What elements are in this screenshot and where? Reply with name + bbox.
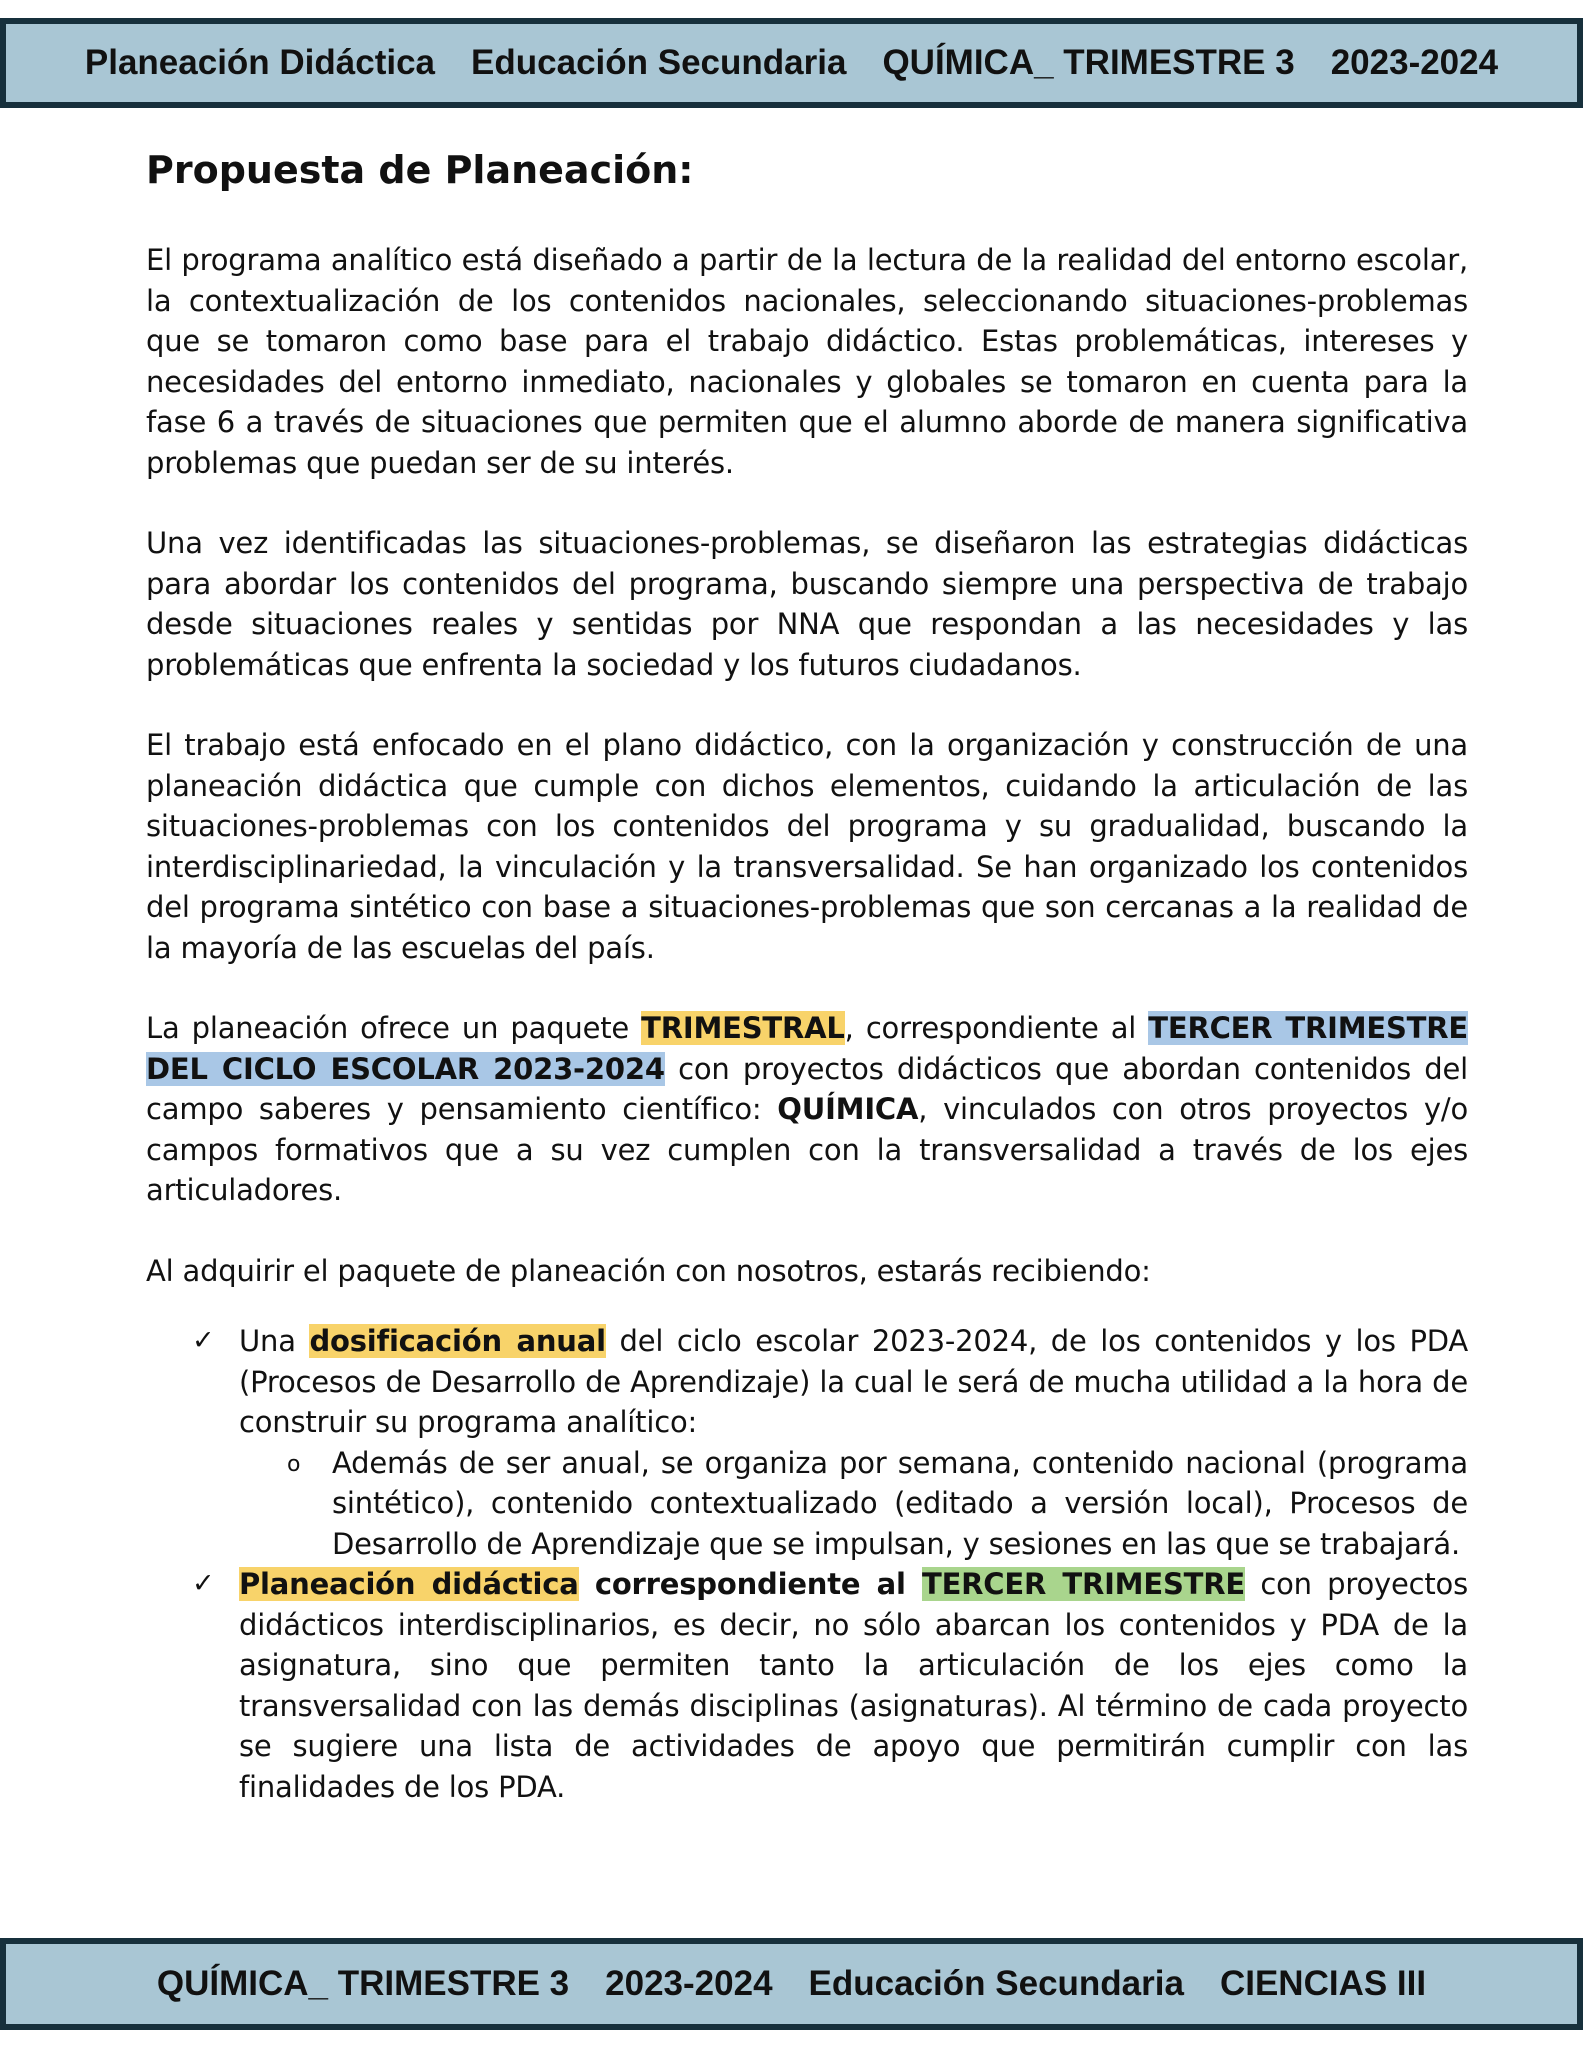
footer-year: 2023-2024 <box>605 1964 773 2003</box>
list-item <box>146 1321 1468 1564</box>
item-1-text-2: del ciclo escolar 2023-2024, de los contenidos y los PDA (Procesos de Desarrollo de Aprendizaje) la cual le será de mucha utilidad a la hora de construir su programa analítico: <box>239 1324 1468 1439</box>
footer-course: CIENCIAS III <box>1219 1964 1427 2003</box>
header-subject: QUÍMICA_ TRIMESTRE 3 <box>882 43 1295 82</box>
item-2-text: con proyectos didácticos interdisciplinarios, es decir, no sólo abarcan los contenidos y PDA de la asignatura, sino que permiten tanto la articulación de los ejes como la transversalidad con las demás disciplinas (asignaturas). Al término de cada proyecto se sugiere una lista de actividades de apoyo que permitirán cumplir con las finalidades de los PDA. <box>239 1567 1468 1804</box>
item-2-bold-text: correspondiente al <box>578 1567 922 1601</box>
item-1-text-1: Una <box>239 1324 310 1358</box>
bold-quimica: QUÍMICA <box>777 1092 919 1126</box>
page-footer <box>0 1938 1583 2030</box>
highlight-tercer-trimestre: TERCER TRIMESTRE <box>921 1567 1245 1601</box>
checkmark-icon: ✓ <box>192 1568 215 1599</box>
paragraph-5: Al adquirir el paquete de planeación con nosotros, estarás recibiendo: <box>146 1253 1151 1288</box>
footer-level: Educación Secundaria <box>808 1964 1184 2003</box>
paragraph-4 <box>146 1008 1468 1211</box>
sub-list <box>239 1443 1468 1565</box>
paragraph-4-text-3: con proyectos didácticos que abordan contenidos del campo saberes y pensamiento científico: <box>146 1051 1468 1126</box>
paragraph-4-text-2: , correspondiente al <box>844 1011 1149 1045</box>
paragraph-4-text-1: La planeación ofrece un paquete <box>146 1011 642 1045</box>
benefits-list <box>146 1321 1468 1807</box>
highlight-trimestral: TRIMESTRAL <box>641 1011 845 1045</box>
sub-item-text: Además de ser anual, se organiza por semana, contenido nacional (programa sintético), contenido contextualizado (editado a versión local), Procesos de Desarrollo de Aprendizaje que se impulsan, y sesiones en las que se trabajará. <box>332 1445 1468 1561</box>
highlight-planeacion-didactica: Planeación didáctica <box>239 1567 579 1601</box>
header-title: Planeación Didáctica <box>84 43 436 82</box>
paragraph-3: El trabajo está enfocado en el plano didáctico, con la organización y construcción de una planeación didáctica que cumple con dichos elementos, cuidando la articulación de las situaciones-problemas con los contenidos del programa y su gradualidad, buscando la interdisciplinariedad, la vinculación y la transversalidad. Se han organizado los contenidos del programa sintético con base a situaciones-problemas que son cercanas a la realidad de la mayoría de las escuelas del país. <box>146 728 1468 965</box>
document-body <box>146 148 1468 1807</box>
circle-bullet-icon: o <box>287 1451 301 1477</box>
header-level: Educación Secundaria <box>471 43 847 82</box>
paragraph-4-text-4: , vinculados con otros proyectos y/o campos formativos que a su vez cumplen con la transversalidad a través de los ejes articuladores. <box>146 1092 1468 1207</box>
highlight-tercer-trimestre-ciclo: TERCER TRIMESTRE DEL CICLO ESCOLAR 2023-2024 <box>146 1011 1468 1086</box>
paragraph-1: El programa analítico está diseñado a partir de la lectura de la realidad del entorno escolar, la contextualización de los contenidos nacionales, seleccionando situaciones-problemas que se tomaron como base para el trabajo didáctico. Estas problemáticas, intereses y necesidades del entorno inmediato, nacionales y globales se tomaron en cuenta para la fase 6 a través de situaciones que permiten que el alumno aborde de manera significativa problemas que puedan ser de su interés. <box>146 243 1468 480</box>
checkmark-icon: ✓ <box>192 1325 215 1356</box>
header-year: 2023-2024 <box>1330 43 1499 82</box>
page-title: Propuesta de Planeación: <box>146 148 694 192</box>
page-header <box>0 18 1583 108</box>
footer-subject: QUÍMICA_ TRIMESTRE 3 <box>156 1964 570 2003</box>
highlight-dosificacion-anual: dosificación anual <box>309 1324 606 1358</box>
list-item <box>146 1564 1468 1807</box>
sub-list-item <box>239 1443 1468 1565</box>
paragraph-2: Una vez identificadas las situaciones-problemas, se diseñaron las estrategias didácticas para abordar los contenidos del programa, buscando siempre una perspectiva de trabajo desde situaciones reales y sentidas por NNA que respondan a las necesidades y las problemáticas que enfrenta la sociedad y los futuros ciudadanos. <box>146 526 1468 682</box>
